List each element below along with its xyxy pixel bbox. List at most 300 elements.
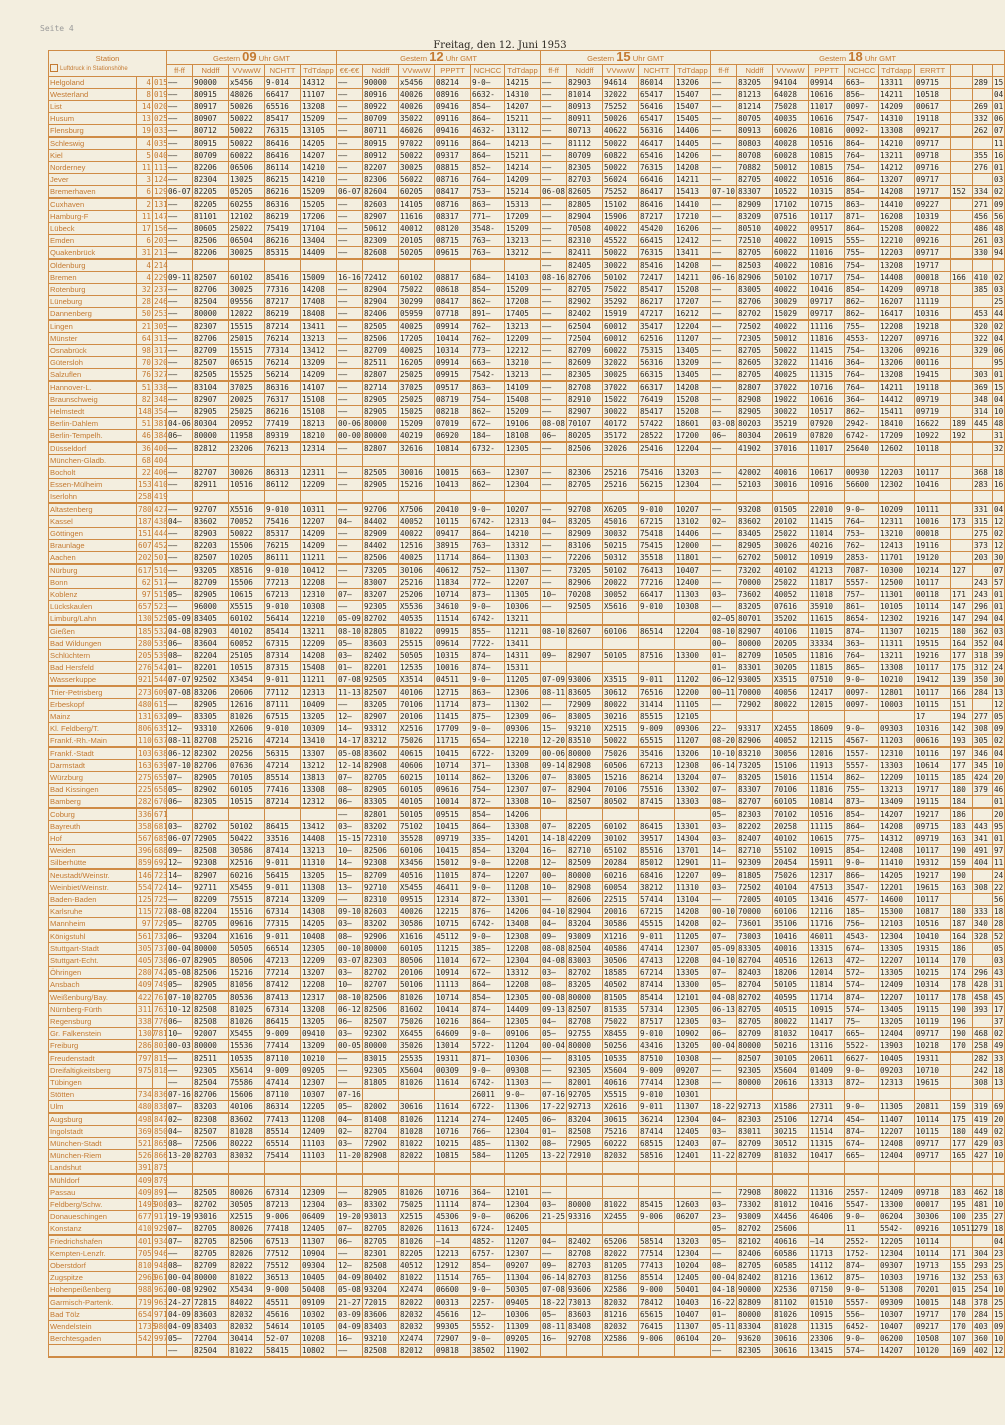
- obs-18-cell: 10: [994, 1151, 1004, 1160]
- obs-09-cell: ——: [167, 1065, 193, 1077]
- obs-15-cell: 10308: [675, 601, 711, 613]
- obs-18-cell: [973, 1016, 993, 1028]
- station-height: 280: [138, 968, 152, 977]
- station-height: 98: [137, 345, 153, 357]
- station-name: Aachen: [49, 552, 137, 565]
- obs-09-cell: ——: [167, 1248, 193, 1260]
- obs-18-cell: 863—: [845, 198, 879, 211]
- obs-09-cell: 10409: [301, 699, 337, 711]
- obs-12-cell: 15-15: [338, 834, 361, 843]
- obs-12-cell: 11309: [505, 1321, 541, 1333]
- obs-15-cell: 35416: [639, 747, 675, 760]
- obs-09-cell: 12307: [301, 1077, 337, 1089]
- obs-15-cell: 82506: [567, 442, 603, 455]
- obs-18-cell: 14412: [879, 394, 915, 406]
- obs-18-cell: 09914: [809, 77, 845, 89]
- obs-18-cell: 15911: [809, 857, 845, 870]
- obs-18-cell: 164: [951, 638, 973, 650]
- obs-09-cell: 50102: [229, 821, 265, 833]
- obs-18-cell: 13207: [879, 174, 915, 186]
- obs-12-cell: X2474: [399, 1333, 435, 1345]
- obs-09-cell: 81026: [229, 1016, 265, 1028]
- obs-18-cell: 10: [994, 407, 1004, 416]
- obs-15-cell: 82709: [567, 345, 603, 357]
- obs-18-cell: 01: [994, 834, 1004, 843]
- obs-15-cell: 66317: [639, 381, 675, 394]
- obs-15-cell: 06-08: [542, 187, 565, 196]
- obs-18-cell: 01—: [711, 662, 737, 674]
- obs-15-cell: [567, 1223, 603, 1236]
- station-index: 444: [154, 529, 168, 538]
- obs-18-cell: 19515: [915, 638, 951, 650]
- obs-15-cell: 45016: [603, 516, 639, 528]
- station-index: 253: [154, 309, 168, 318]
- sub-09-4: TdTdapp: [301, 65, 337, 77]
- obs-12-cell: 852—: [471, 162, 505, 174]
- station-index: 688: [154, 846, 168, 855]
- obs-09-cell: 12102: [229, 211, 265, 223]
- obs-09-cell: 9-011: [265, 882, 301, 894]
- obs-09-cell: [265, 1174, 301, 1187]
- obs-12-cell: 08417: [435, 296, 471, 308]
- obs-18-cell: [973, 955, 993, 967]
- obs-18-cell: 13208: [879, 259, 915, 272]
- obs-09-cell: 08-08: [168, 907, 191, 916]
- obs-18-cell: 177: [951, 650, 973, 662]
- obs-15-cell: 66417: [639, 589, 675, 601]
- obs-18-cell: 92713: [737, 1101, 773, 1114]
- station-name: Cuxhaven: [49, 198, 137, 211]
- obs-15-cell: 09—: [541, 650, 567, 662]
- obs-12-cell: 03—: [337, 650, 363, 662]
- obs-12-cell: 862—: [471, 406, 505, 418]
- obs-18-cell: 30029: [773, 296, 809, 308]
- obs-12-cell: 11514: [435, 1272, 471, 1284]
- station-name: Emden: [49, 235, 137, 247]
- obs-09-cell: 40106: [229, 1101, 265, 1114]
- obs-15-cell: ——: [541, 259, 567, 272]
- obs-18-cell: 03: [994, 236, 1004, 245]
- obs-15-cell: 80000: [567, 1199, 603, 1211]
- obs-18-cell: 12311: [879, 516, 915, 528]
- obs-18-cell: 12207: [879, 333, 915, 345]
- obs-15-cell: 66315: [639, 369, 675, 382]
- obs-18-cell: 03: [994, 627, 1004, 636]
- obs-09-cell: 67515: [265, 711, 301, 723]
- obs-15-cell: ——: [541, 308, 567, 321]
- obs-18-cell: 187: [951, 918, 973, 931]
- obs-18-cell: 864—: [845, 174, 879, 186]
- station-height: 554: [138, 883, 152, 892]
- obs-18-cell: ——: [711, 174, 737, 186]
- obs-18-cell: 82707: [737, 796, 773, 809]
- station-name: Lübeck: [49, 223, 137, 235]
- sub-09-0: ff-ff: [167, 65, 193, 77]
- obs-18-cell: 875—: [845, 1272, 879, 1284]
- station-height: 146: [138, 871, 152, 880]
- obs-12-cell: 863—: [471, 381, 505, 394]
- obs-12-cell: 93210: [363, 1333, 399, 1345]
- obs-18-cell: 30: [994, 675, 1004, 684]
- obs-18-cell: 30056: [773, 747, 809, 760]
- obs-12-cell: 9-0—: [471, 503, 505, 516]
- obs-18-cell: 00018: [915, 528, 951, 540]
- obs-15-cell: 28522: [639, 430, 675, 443]
- obs-09-cell: ——: [167, 406, 193, 418]
- obs-15-cell: 09-14: [542, 761, 565, 770]
- station-name: Mannheim: [49, 918, 137, 931]
- obs-09-cell: 08—: [167, 650, 193, 662]
- obs-15-cell: 82509: [567, 857, 603, 870]
- obs-09-cell: 07—: [167, 1101, 193, 1114]
- obs-18-cell: 33334: [809, 638, 845, 650]
- obs-12-cell: 06—: [337, 1235, 363, 1248]
- obs-15-cell: 13301: [675, 821, 711, 833]
- obs-12-cell: 04-09: [338, 1322, 361, 1331]
- station-name: Ansbach: [49, 979, 137, 992]
- obs-18-cell: 10117: [915, 662, 951, 674]
- obs-09-cell: 10802: [301, 1345, 337, 1358]
- obs-18-cell: 80913: [737, 125, 773, 138]
- obs-18-cell: 14205: [879, 869, 915, 882]
- obs-12-cell: 07019: [435, 418, 471, 430]
- station-index: 452: [154, 541, 168, 550]
- obs-18-cell: 25: [994, 297, 1004, 306]
- station-index: 763: [154, 1005, 168, 1014]
- obs-12-cell: 30616: [399, 1101, 435, 1114]
- obs-12-cell: 09515: [399, 894, 435, 906]
- obs-12-cell: 10014: [435, 796, 471, 809]
- station-height: 6: [137, 235, 153, 247]
- obs-18-cell: 25: [994, 1261, 1004, 1270]
- obs-15-cell: 40586: [603, 943, 639, 955]
- obs-12-cell: 854—: [471, 845, 505, 857]
- obs-09-cell: 25025: [229, 406, 265, 418]
- obs-12-cell: 12210: [505, 735, 541, 748]
- obs-15-cell: ——: [541, 528, 567, 540]
- obs-12-cell: 15209: [505, 284, 541, 296]
- obs-09-cell: 15009: [301, 272, 337, 284]
- obs-15-cell: [675, 1345, 711, 1358]
- obs-09-cell: 09-11: [168, 273, 191, 282]
- obs-15-cell: 04—: [541, 918, 567, 931]
- obs-12-cell: [399, 259, 435, 272]
- obs-18-cell: 15411: [879, 406, 915, 418]
- obs-18-cell: 10417: [809, 1150, 845, 1162]
- obs-18-cell: 40016: [773, 943, 809, 955]
- obs-09-cell: 82706: [193, 1089, 229, 1101]
- obs-18-cell: 757—: [845, 589, 879, 601]
- obs-18-cell: 50022: [773, 345, 809, 357]
- table-row: [49, 1065, 1005, 1077]
- obs-18-cell: 04-08: [712, 993, 735, 1002]
- station-height: 273: [138, 688, 152, 697]
- obs-18-cell: 13313: [809, 1077, 845, 1089]
- obs-18-cell: 663—: [845, 77, 879, 89]
- obs-18-cell: 14209: [879, 284, 915, 296]
- station-height: 276: [138, 663, 152, 672]
- obs-09-cell: ——: [167, 235, 193, 247]
- obs-18-cell: 9-0—: [845, 1065, 879, 1077]
- obs-15-cell: 80000: [567, 1040, 603, 1053]
- station-index: 203: [154, 236, 168, 245]
- obs-15-cell: 16—: [541, 1333, 567, 1345]
- obs-18-cell: 80000: [737, 1040, 773, 1053]
- obs-09-cell: 10-12: [168, 1005, 191, 1014]
- table-row: [49, 1321, 1005, 1333]
- obs-18-cell: 14408: [879, 272, 915, 284]
- obs-15-cell: 65417: [639, 89, 675, 101]
- obs-18-cell: 73202: [737, 564, 773, 577]
- obs-09-cell: 17408: [301, 296, 337, 308]
- obs-09-cell: 81028: [229, 1126, 265, 1138]
- obs-15-cell: 87217: [639, 211, 675, 223]
- obs-15-cell: X2586: [603, 1284, 639, 1297]
- obs-15-cell: 13205: [675, 1040, 711, 1053]
- obs-12-cell: 72902: [363, 1138, 399, 1150]
- obs-18-cell: 12302: [879, 479, 915, 491]
- obs-18-cell: [737, 1162, 773, 1175]
- obs-18-cell: 82905: [737, 540, 773, 552]
- obs-15-cell: 12305: [675, 1016, 711, 1028]
- obs-12-cell: 19-20: [338, 1212, 361, 1221]
- obs-12-cell: 83207: [363, 589, 399, 601]
- obs-15-cell: 10301: [675, 1089, 711, 1101]
- table-row: [49, 662, 1005, 674]
- obs-12-cell: 82905: [363, 394, 399, 406]
- obs-18-cell: 754—: [845, 259, 879, 272]
- obs-09-cell: 06—: [167, 1016, 193, 1028]
- obs-18-cell: 762—: [845, 540, 879, 552]
- obs-15-cell: 14410: [675, 198, 711, 211]
- obs-18-cell: 4543-: [845, 930, 879, 943]
- station-name: Altastenberg: [49, 503, 137, 516]
- station-name: Kl. Feldberg/T.: [49, 723, 137, 735]
- obs-12-cell: 385—: [471, 943, 505, 955]
- obs-15-cell: 85514: [639, 1272, 675, 1284]
- obs-18-cell: 10518: [915, 89, 951, 101]
- station-index: [153, 1077, 167, 1089]
- table-row: [49, 625, 1005, 638]
- obs-15-cell: 92505: [567, 601, 603, 613]
- station-name: Bad Hersfeld: [49, 662, 137, 674]
- obs-15-cell: 57414: [639, 894, 675, 906]
- obs-18-cell: 83005: [737, 284, 773, 296]
- table-row: [49, 638, 1005, 650]
- obs-18-cell: 10616: [809, 113, 845, 125]
- obs-09-cell: 30505: [229, 1199, 265, 1211]
- obs-18-cell: 08—: [711, 796, 737, 809]
- obs-12-cell: ——: [337, 211, 363, 223]
- obs-12-cell: 12912: [435, 1260, 471, 1272]
- obs-15-cell: [639, 1187, 675, 1199]
- station-name: Bad Kissingen: [49, 784, 137, 796]
- obs-18-cell: 19315: [915, 943, 951, 955]
- obs-18-cell: 193: [951, 735, 973, 748]
- station-height: 125: [138, 895, 152, 904]
- obs-15-cell: 72909: [567, 699, 603, 711]
- obs-18-cell: 00617: [915, 101, 951, 113]
- obs-12-cell: 10114: [435, 772, 471, 784]
- obs-18-cell: ——: [711, 406, 737, 418]
- obs-15-cell: [639, 455, 675, 467]
- obs-09-cell: 06—: [167, 638, 193, 650]
- obs-12-cell: 15209: [505, 406, 541, 418]
- obs-18-cell: 180: [951, 906, 973, 918]
- obs-18-cell: 11203: [879, 735, 915, 748]
- station-index: 317: [154, 346, 168, 355]
- obs-15-cell: 12412: [675, 235, 711, 247]
- obs-15-cell: 50105: [603, 650, 639, 662]
- obs-18-cell: 35106: [773, 918, 809, 931]
- station-name: Oberstdorf: [49, 1260, 137, 1272]
- obs-09-cell: 87110: [265, 1089, 301, 1101]
- obs-12-cell: 03—: [337, 1199, 363, 1211]
- obs-12-cell: 07—: [337, 589, 363, 601]
- table-row: [49, 747, 1005, 760]
- obs-09-cell: 47213: [265, 955, 301, 967]
- obs-09-cell: 25105: [229, 650, 265, 662]
- obs-09-cell: 10208: [301, 1333, 337, 1345]
- obs-09-cell: 10412: [301, 564, 337, 577]
- obs-18-cell: 64028: [773, 89, 809, 101]
- obs-12-cell: 80711: [363, 125, 399, 138]
- obs-18-cell: 09—: [711, 869, 737, 882]
- obs-18-cell: 10614: [915, 760, 951, 772]
- obs-09-cell: 75419: [265, 223, 301, 235]
- station-name: [49, 1345, 137, 1358]
- obs-09-cell: 19-19: [168, 1212, 191, 1221]
- obs-15-cell: 82306: [567, 467, 603, 479]
- obs-18-cell: 180: [951, 784, 973, 796]
- obs-09-cell: X2516: [229, 857, 265, 870]
- obs-15-cell: 08—: [541, 979, 567, 992]
- obs-09-cell: ——: [167, 162, 193, 174]
- obs-18-cell: 40052: [773, 735, 809, 748]
- obs-18-cell: 10915: [809, 1004, 845, 1016]
- obs-18-cell: 03—: [711, 821, 737, 833]
- obs-12-cell: 82309: [363, 235, 399, 247]
- obs-18-cell: 09716: [915, 162, 951, 174]
- station-index: 723: [154, 871, 168, 880]
- obs-09-cell: 83603: [193, 1309, 229, 1321]
- obs-12-cell: ——: [337, 137, 363, 150]
- obs-12-cell: 83603: [363, 638, 399, 650]
- obs-12-cell: X5455: [399, 882, 435, 894]
- obs-09-cell: 58415: [265, 1345, 301, 1358]
- obs-18-cell: ——: [711, 1065, 737, 1077]
- station-height: 202: [138, 553, 152, 562]
- obs-18-cell: 10210: [879, 674, 915, 687]
- obs-18-cell: 07—: [711, 1138, 737, 1150]
- obs-15-cell: 92755: [567, 1028, 603, 1040]
- obs-12-cell: 13301: [505, 894, 541, 906]
- obs-12-cell: 07—: [337, 1223, 363, 1236]
- obs-15-cell: [567, 808, 603, 821]
- obs-18-cell: 16: [994, 480, 1004, 489]
- obs-15-cell: 82504: [567, 943, 603, 955]
- obs-12-cell: 90000: [363, 77, 399, 89]
- obs-18-cell: 18: [994, 1224, 1004, 1233]
- obs-18-cell: 49: [994, 1041, 1004, 1050]
- obs-18-cell: 50102: [773, 272, 809, 284]
- obs-18-cell: 06—: [711, 430, 737, 443]
- obs-18-cell: 70000: [737, 577, 773, 589]
- obs-18-cell: 293: [973, 1260, 993, 1272]
- obs-18-cell: 10119: [915, 1016, 951, 1028]
- obs-09-cell: 00-08: [168, 1285, 191, 1294]
- table-row: [49, 1211, 1005, 1223]
- obs-09-cell: 14—: [167, 869, 193, 882]
- obs-18-cell: 03—: [711, 833, 737, 845]
- obs-18-cell: 10116: [915, 747, 951, 760]
- station-index: 727: [154, 907, 168, 916]
- obs-15-cell: [541, 638, 567, 650]
- obs-15-cell: 72417: [639, 272, 675, 284]
- station-index: 908: [154, 1200, 168, 1209]
- obs-15-cell: 93006: [567, 674, 603, 687]
- obs-18-cell: 82402: [737, 1272, 773, 1284]
- obs-18-cell: 01: [994, 102, 1004, 111]
- station-header: [49, 51, 167, 77]
- obs-18-cell: 363—: [845, 638, 879, 650]
- obs-15-cell: 72206: [567, 552, 603, 565]
- obs-15-cell: 15208: [675, 394, 711, 406]
- obs-18-cell: 147: [951, 601, 973, 613]
- obs-18-cell: X3515: [773, 674, 809, 687]
- sub-15-0: ff-ff: [541, 65, 567, 77]
- obs-12-cell: 17709: [435, 723, 471, 735]
- obs-09-cell: 13410: [301, 735, 337, 748]
- obs-18-cell: [973, 894, 993, 906]
- station-index: 406: [154, 468, 168, 477]
- obs-18-cell: 83307: [737, 186, 773, 199]
- station-name: Freiburg: [49, 1040, 137, 1053]
- station-index: 749: [154, 980, 168, 989]
- obs-12-cell: 82506: [363, 552, 399, 565]
- obs-12-cell: 82801: [363, 808, 399, 821]
- obs-18-cell: 10316: [915, 308, 951, 321]
- obs-12-cell: 874—: [471, 650, 505, 662]
- obs-15-cell: 82507: [567, 1004, 603, 1016]
- obs-18-cell: 159: [951, 1101, 973, 1114]
- obs-09-cell: 82032: [229, 1321, 265, 1333]
- obs-15-cell: 82907: [567, 406, 603, 418]
- section-12-header: Gestern 12 Uhr GMT: [337, 51, 541, 65]
- obs-12-cell: X1616: [399, 930, 435, 943]
- station-height: 988: [138, 1285, 152, 1294]
- obs-18-cell: 40595: [773, 991, 809, 1004]
- station-index: 410: [154, 480, 168, 489]
- table-row: [49, 174, 1005, 186]
- obs-12-cell: 12516: [399, 540, 435, 552]
- obs-12-cell: 82507: [363, 1016, 399, 1028]
- obs-12-cell: 10216: [435, 1016, 471, 1028]
- obs-18-cell: 3547-: [845, 882, 879, 894]
- obs-18-cell: 13206: [879, 357, 915, 369]
- table-row: [49, 821, 1005, 833]
- obs-09-cell: 07-08: [168, 688, 191, 697]
- obs-18-cell: 82704: [737, 955, 773, 967]
- obs-18-cell: 12208: [879, 320, 915, 333]
- obs-18-cell: 16: [994, 151, 1004, 160]
- obs-12-cell: 03-07: [338, 956, 361, 965]
- obs-15-cell: [567, 1345, 603, 1358]
- obs-09-cell: ——: [167, 284, 193, 296]
- obs-18-cell: 20: [994, 773, 1004, 782]
- obs-09-cell: 06-07: [168, 187, 191, 196]
- obs-09-cell: 83206: [193, 686, 229, 699]
